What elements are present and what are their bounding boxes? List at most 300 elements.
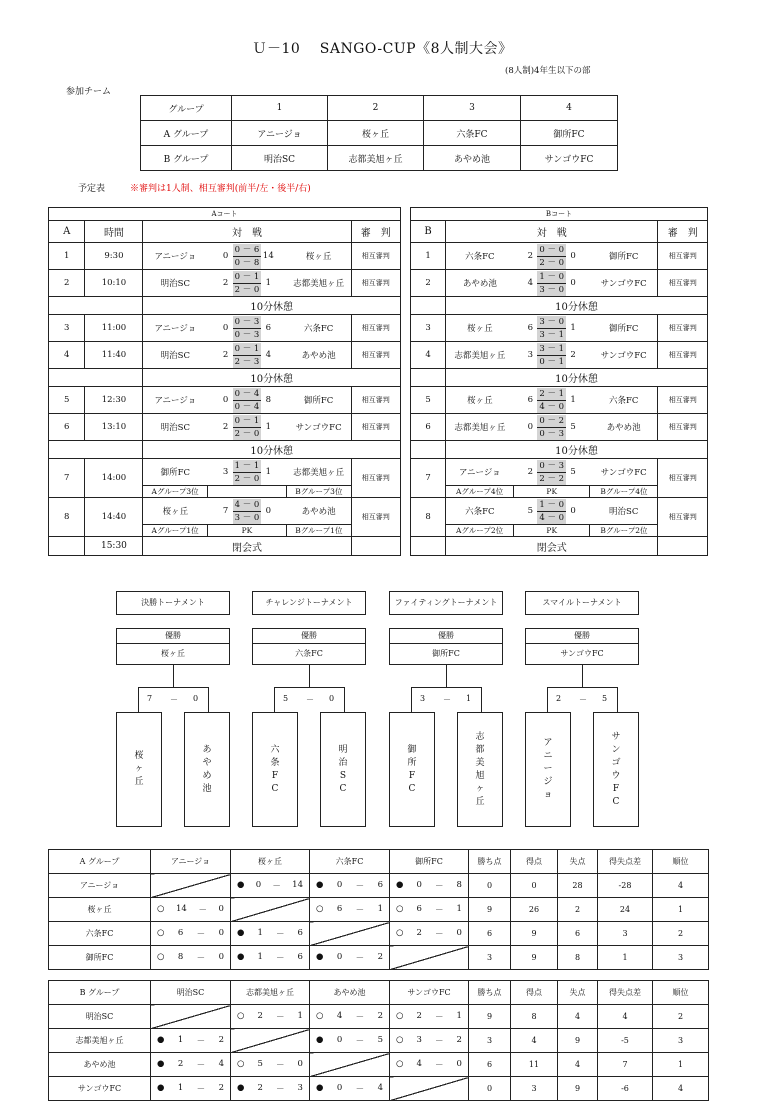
- teams-header: 4: [521, 96, 618, 121]
- away-team: 御所FC: [287, 387, 351, 414]
- match-number: 3: [411, 315, 446, 342]
- left-score: 3: [420, 694, 426, 703]
- stat-value: 9: [558, 1029, 598, 1053]
- half-scores: [233, 415, 262, 440]
- referee: 相互審判: [351, 387, 400, 414]
- teams-header: グループ: [141, 96, 232, 121]
- match-number: 4: [49, 342, 85, 369]
- stat-header: 得点: [511, 850, 558, 874]
- away-score: 0: [570, 278, 576, 288]
- stat-value: 2: [653, 922, 709, 946]
- stat-header: 得点: [511, 981, 558, 1005]
- referee: 相互審判: [658, 342, 708, 369]
- team-cell: 桜ヶ丘: [328, 121, 424, 146]
- result-dash: －: [355, 953, 365, 964]
- result-mark: ●: [157, 1082, 165, 1093]
- first-half-score: 0 － 3: [539, 460, 565, 471]
- team-row-label: 六条FC: [49, 922, 151, 946]
- goals-for: 0: [336, 1034, 343, 1045]
- result-dash: －: [275, 1012, 285, 1023]
- stat-header: 得失点差: [598, 981, 653, 1005]
- result-mark: ○: [316, 1010, 324, 1021]
- away-team: あやめ池: [287, 342, 351, 369]
- away-score: 5: [570, 422, 576, 432]
- result-mark: ○: [396, 903, 404, 914]
- self-match-cell: [151, 874, 231, 898]
- stat-value: 4: [511, 1029, 558, 1053]
- group-label: B グループ: [49, 981, 151, 1005]
- goals-against: 6: [377, 879, 383, 890]
- result-dash: －: [434, 929, 444, 940]
- goals-against: 0: [297, 1058, 303, 1069]
- half-scores: [233, 316, 262, 341]
- half-scores: [537, 343, 566, 368]
- self-match-cell: [151, 1005, 231, 1029]
- goals-for: 5: [257, 1058, 263, 1069]
- first-half-score: 1 － 0: [539, 499, 565, 510]
- first-half-score: 0 － 2: [539, 415, 565, 426]
- match-number: 2: [49, 270, 85, 297]
- goals-against: 0: [218, 951, 224, 962]
- team-cell: 明治SC: [232, 146, 328, 171]
- away-team: 六条FC: [287, 315, 351, 342]
- second-half-score: 0 － 3: [234, 329, 260, 340]
- winner-label: 優勝: [525, 628, 639, 643]
- goals-against: 1: [297, 1010, 303, 1021]
- result-cell: [231, 1053, 310, 1077]
- rest-label: 10分休憩: [446, 441, 708, 459]
- result-cell: [231, 1005, 310, 1029]
- home-team: 明治SC: [143, 342, 207, 369]
- goals-against: 1: [456, 903, 462, 914]
- result-mark: ○: [396, 1034, 404, 1045]
- away-team: あやめ池: [590, 414, 658, 441]
- result-dash: －: [275, 953, 285, 964]
- second-half-score: 3 － 0: [234, 512, 260, 523]
- first-half-score: 4 － 0: [234, 499, 260, 510]
- bracket-left-team: 桜ヶ丘: [116, 712, 162, 827]
- first-half-score: 3 － 1: [539, 343, 565, 354]
- stat-value: -5: [598, 1029, 653, 1053]
- match-number: 6: [411, 414, 446, 441]
- result-mark: ●: [157, 1034, 165, 1045]
- team-column-header: 六条FC: [310, 850, 390, 874]
- goals-against: 6: [297, 951, 303, 962]
- result-dash: －: [198, 905, 207, 916]
- result-mark: ●: [316, 951, 324, 962]
- half-scores: [537, 388, 566, 413]
- winner-team: 御所FC: [389, 643, 503, 665]
- stat-value: 0: [469, 1077, 511, 1101]
- result-dash: －: [434, 881, 444, 892]
- team-row-label: アニージョ: [49, 874, 151, 898]
- referee: 相互審判: [351, 498, 400, 537]
- home-team: 桜ヶ丘: [143, 498, 207, 525]
- pk-label: PK: [514, 525, 590, 537]
- second-half-score: 2 － 2: [539, 473, 565, 484]
- match-time: 12:30: [85, 387, 143, 414]
- home-score: 6: [527, 323, 534, 333]
- match-number: 7: [411, 459, 446, 498]
- self-match-cell: [310, 922, 390, 946]
- stat-value: 4: [598, 1005, 653, 1029]
- goals-for: 8: [177, 951, 184, 962]
- group-label: A グループ: [141, 121, 232, 146]
- team-cell: サンゴウFC: [521, 146, 618, 171]
- result-mark: ●: [316, 879, 324, 890]
- goals-against: 3: [297, 1082, 303, 1093]
- home-score: 2: [222, 278, 229, 288]
- stat-value: -6: [598, 1077, 653, 1101]
- first-half-score: 1 － 1: [234, 460, 260, 471]
- result-cell: [310, 898, 390, 922]
- match-number: 4: [411, 342, 446, 369]
- home-score: 2: [222, 350, 229, 360]
- home-team: 明治SC: [143, 270, 207, 297]
- team-cell: 御所FC: [521, 121, 618, 146]
- goals-against: 14: [292, 879, 303, 890]
- match-time: 10:10: [85, 270, 143, 297]
- court-title: Bコート: [411, 208, 708, 221]
- second-half-score: 4 － 0: [539, 512, 565, 523]
- second-half-score: 3 － 0: [539, 284, 565, 295]
- team-column-header: サンゴウFC: [390, 981, 469, 1005]
- winner-label: 優勝: [252, 628, 366, 643]
- winner-team: 桜ヶ丘: [116, 643, 230, 665]
- home-score: 0: [222, 395, 229, 405]
- teams-header: 2: [328, 96, 424, 121]
- stat-value: 11: [511, 1053, 558, 1077]
- rest-label: 10分休憩: [446, 297, 708, 315]
- group-label: A グループ: [49, 850, 151, 874]
- away-score: 1: [265, 467, 272, 477]
- court-title: Aコート: [49, 208, 401, 221]
- away-score: 1: [570, 395, 576, 405]
- result-dash: －: [434, 905, 444, 916]
- away-score: 6: [265, 323, 272, 333]
- stat-header: 順位: [653, 850, 709, 874]
- goals-for: 6: [177, 927, 184, 938]
- second-half-score: 0 － 3: [539, 428, 565, 439]
- stat-value: 3: [653, 946, 709, 970]
- second-half-score: 2 － 3: [234, 356, 260, 367]
- team-cell: アニージョ: [232, 121, 328, 146]
- page-title: Ｕ－10 SANGO-CUP《8人制大会》: [252, 41, 513, 57]
- goals-for: 4: [336, 1010, 343, 1021]
- first-half-score: 0 － 4: [234, 388, 260, 399]
- stat-value: 9: [469, 1005, 511, 1029]
- goals-for: 1: [177, 1034, 184, 1045]
- page-subtitle: (8人制)4年生以下の部: [505, 66, 591, 76]
- away-team: 御所FC: [590, 315, 658, 342]
- self-match-cell: [231, 898, 310, 922]
- result-cell: [231, 1077, 310, 1101]
- half-scores: [233, 460, 262, 485]
- result-mark: ●: [396, 879, 404, 890]
- stat-value: 2: [558, 898, 598, 922]
- referee: 相互審判: [351, 414, 400, 441]
- stat-value: 7: [598, 1053, 653, 1077]
- away-score: 0: [570, 251, 576, 261]
- result-dash: －: [275, 929, 285, 940]
- result-cell: [390, 874, 469, 898]
- right-score: 5: [602, 694, 608, 703]
- goals-for: 1: [257, 951, 263, 962]
- stat-value: 9: [511, 922, 558, 946]
- home-team: 御所FC: [143, 459, 207, 486]
- seed-away: Bグループ4位: [590, 486, 658, 498]
- home-score: 0: [222, 251, 229, 261]
- teams-header: 1: [232, 96, 328, 121]
- referee-header: 審 判: [351, 221, 400, 243]
- first-half-score: 3 － 0: [539, 316, 565, 327]
- away-team: 明治SC: [590, 498, 658, 525]
- stat-value: 1: [598, 946, 653, 970]
- away-score: 1: [265, 278, 272, 288]
- result-mark: ○: [157, 927, 165, 938]
- tournament-name: チャレンジトーナメント: [252, 591, 366, 615]
- court-col-header: B: [411, 221, 446, 243]
- closing-time: 15:30: [85, 537, 143, 556]
- referee: 相互審判: [658, 414, 708, 441]
- result-cell: [390, 922, 469, 946]
- team-column-header: 明治SC: [151, 981, 231, 1005]
- first-half-score: 0 － 1: [234, 343, 260, 354]
- referee: 相互審判: [351, 342, 400, 369]
- rest-label: 10分休憩: [143, 297, 401, 315]
- team-cell: 六条FC: [424, 121, 521, 146]
- match-time: 9:30: [85, 243, 143, 270]
- stat-value: 6: [469, 922, 511, 946]
- result-cell: [310, 946, 390, 970]
- goals-for: 0: [336, 951, 343, 962]
- result-mark: ●: [237, 1082, 245, 1093]
- result-mark: ●: [237, 951, 245, 962]
- second-half-score: 2 － 0: [234, 428, 260, 439]
- result-cell: [151, 1077, 231, 1101]
- stat-value: 28: [558, 874, 598, 898]
- half-scores: [537, 499, 566, 524]
- goals-for: 6: [336, 903, 343, 914]
- result-dash: －: [355, 1036, 365, 1047]
- self-match-cell: [231, 1029, 310, 1053]
- bracket-right-team: 明治SC: [320, 712, 366, 827]
- away-team: サンゴウFC: [287, 414, 351, 441]
- result-mark: ●: [316, 1034, 324, 1045]
- stat-value: 3: [511, 1077, 558, 1101]
- match-number: 5: [411, 387, 446, 414]
- stat-value: 2: [653, 1005, 709, 1029]
- result-cell: [231, 946, 310, 970]
- team-cell: あやめ池: [424, 146, 521, 171]
- away-score: 0: [265, 506, 272, 516]
- winner-team: サンゴウFC: [525, 643, 639, 665]
- half-scores: [537, 316, 566, 341]
- stat-header: 勝ち点: [469, 850, 511, 874]
- rest-label: 10分休憩: [143, 441, 401, 459]
- goals-for: 2: [177, 1058, 184, 1069]
- second-half-score: 4 － 0: [539, 401, 565, 412]
- home-team: 志都美旭ヶ丘: [446, 342, 514, 369]
- result-dash: －: [434, 1012, 444, 1023]
- second-half-score: 2 － 0: [234, 473, 260, 484]
- match-time: 11:00: [85, 315, 143, 342]
- result-dash: －: [355, 881, 365, 892]
- referee: 相互審判: [658, 315, 708, 342]
- away-team: 桜ヶ丘: [287, 243, 351, 270]
- referee: 相互審判: [658, 387, 708, 414]
- home-score: 2: [527, 467, 534, 477]
- team-column-header: アニージョ: [151, 850, 231, 874]
- away-score: 14: [262, 251, 274, 261]
- winner-label: 優勝: [116, 628, 230, 643]
- goals-for: 14: [176, 903, 187, 914]
- stat-value: 8: [511, 1005, 558, 1029]
- stat-value: 3: [469, 1029, 511, 1053]
- score-separator: －: [579, 695, 587, 704]
- stat-value: 4: [558, 1053, 598, 1077]
- first-half-score: 1 － 0: [539, 271, 565, 282]
- home-team: アニージョ: [143, 243, 207, 270]
- second-half-score: 2 － 0: [234, 284, 260, 295]
- closing-ceremony: 閉会式: [446, 537, 658, 556]
- stat-value: 3: [653, 1029, 709, 1053]
- team-column-header: 桜ヶ丘: [231, 850, 310, 874]
- bracket-left-team: 六条FC: [252, 712, 298, 827]
- team-column-header: あやめ池: [310, 981, 390, 1005]
- stat-value: 1: [653, 898, 709, 922]
- result-cell: [310, 1029, 390, 1053]
- group-label: B グループ: [141, 146, 232, 171]
- stat-value: 4: [558, 1005, 598, 1029]
- referee: 相互審判: [351, 315, 400, 342]
- result-cell: [231, 874, 310, 898]
- result-dash: －: [355, 1012, 365, 1023]
- result-mark: ○: [157, 951, 165, 962]
- result-dash: －: [196, 1060, 206, 1071]
- stat-header: 失点: [558, 850, 598, 874]
- home-team: あやめ池: [446, 270, 514, 297]
- goals-for: 2: [416, 1010, 422, 1021]
- referee-header: 審 判: [658, 221, 708, 243]
- goals-for: 2: [257, 1010, 263, 1021]
- match-time: 13:10: [85, 414, 143, 441]
- match-number: 2: [411, 270, 446, 297]
- home-team: 桜ヶ丘: [446, 315, 514, 342]
- stat-value: 4: [653, 1077, 709, 1101]
- referee: 相互審判: [351, 270, 400, 297]
- result-cell: [231, 922, 310, 946]
- match-number: 1: [49, 243, 85, 270]
- half-scores: [537, 415, 566, 440]
- goals-against: 2: [218, 1082, 224, 1093]
- goals-for: 4: [416, 1058, 422, 1069]
- second-half-score: 2 － 0: [539, 257, 565, 268]
- result-mark: ●: [237, 927, 245, 938]
- self-match-cell: [310, 1053, 390, 1077]
- pk-label: PK: [207, 525, 286, 537]
- away-score: 4: [265, 350, 272, 360]
- goals-for: 0: [336, 1082, 343, 1093]
- score-separator: －: [306, 695, 314, 704]
- stat-value: 6: [469, 1053, 511, 1077]
- goals-for: 6: [416, 903, 422, 914]
- first-half-score: 0 － 6: [234, 244, 260, 255]
- self-match-cell: [390, 946, 469, 970]
- second-half-score: 0 － 4: [234, 401, 260, 412]
- stat-value: 26: [511, 898, 558, 922]
- half-scores: [537, 271, 566, 296]
- away-team: 志都美旭ヶ丘: [287, 270, 351, 297]
- result-cell: [390, 1053, 469, 1077]
- goals-for: 1: [177, 1082, 184, 1093]
- away-team: 六条FC: [590, 387, 658, 414]
- match-number: 7: [49, 459, 85, 498]
- half-scores: [233, 499, 262, 524]
- result-mark: ○: [396, 1010, 404, 1021]
- match-header: 対 戦: [446, 221, 658, 243]
- home-score: 2: [527, 251, 534, 261]
- referee: 相互審判: [658, 459, 708, 498]
- home-score: 3: [222, 467, 229, 477]
- seed-home: Aグループ2位: [446, 525, 514, 537]
- home-score: 6: [527, 395, 534, 405]
- stat-value: 6: [558, 922, 598, 946]
- time-header: 時間: [85, 221, 143, 243]
- result-mark: ○: [237, 1058, 245, 1069]
- bracket-right-team: サンゴウFC: [593, 712, 639, 827]
- team-row-label: サンゴウFC: [49, 1077, 151, 1101]
- home-score: 5: [527, 506, 534, 516]
- match-time: 14:40: [85, 498, 143, 537]
- away-team: 御所FC: [590, 243, 658, 270]
- half-scores: [537, 244, 566, 269]
- team-row-label: あやめ池: [49, 1053, 151, 1077]
- stat-value: 3: [469, 946, 511, 970]
- first-half-score: 2 － 1: [539, 388, 565, 399]
- goals-against: 0: [456, 1058, 462, 1069]
- half-scores: [233, 244, 262, 269]
- left-score: 5: [283, 694, 289, 703]
- goals-against: 0: [218, 903, 224, 914]
- result-dash: －: [272, 881, 281, 892]
- goals-for: 0: [416, 879, 422, 890]
- result-cell: [390, 1029, 469, 1053]
- half-scores: [233, 343, 262, 368]
- match-header: 対 戦: [143, 221, 351, 243]
- stat-value: 9: [469, 898, 511, 922]
- goals-for: 0: [336, 879, 343, 890]
- stat-header: 順位: [653, 981, 709, 1005]
- first-half-score: 0 － 1: [234, 271, 260, 282]
- tournament-name: ファイティングトーナメント: [389, 591, 503, 615]
- result-mark: ○: [396, 927, 404, 938]
- closing-ceremony: 閉会式: [143, 537, 351, 556]
- home-team: アニージョ: [143, 315, 207, 342]
- result-mark: ○: [237, 1010, 245, 1021]
- bracket-left-team: 御所FC: [389, 712, 435, 827]
- match-number: 5: [49, 387, 85, 414]
- stat-value: 0: [511, 874, 558, 898]
- away-team: 志都美旭ヶ丘: [287, 459, 351, 486]
- result-mark: ○: [396, 1058, 404, 1069]
- court-col-header: A: [49, 221, 85, 243]
- away-team: サンゴウFC: [590, 342, 658, 369]
- seed-away: Bグループ3位: [287, 486, 351, 498]
- away-score: 2: [570, 350, 576, 360]
- first-half-score: 0 － 1: [234, 415, 260, 426]
- result-cell: [151, 946, 231, 970]
